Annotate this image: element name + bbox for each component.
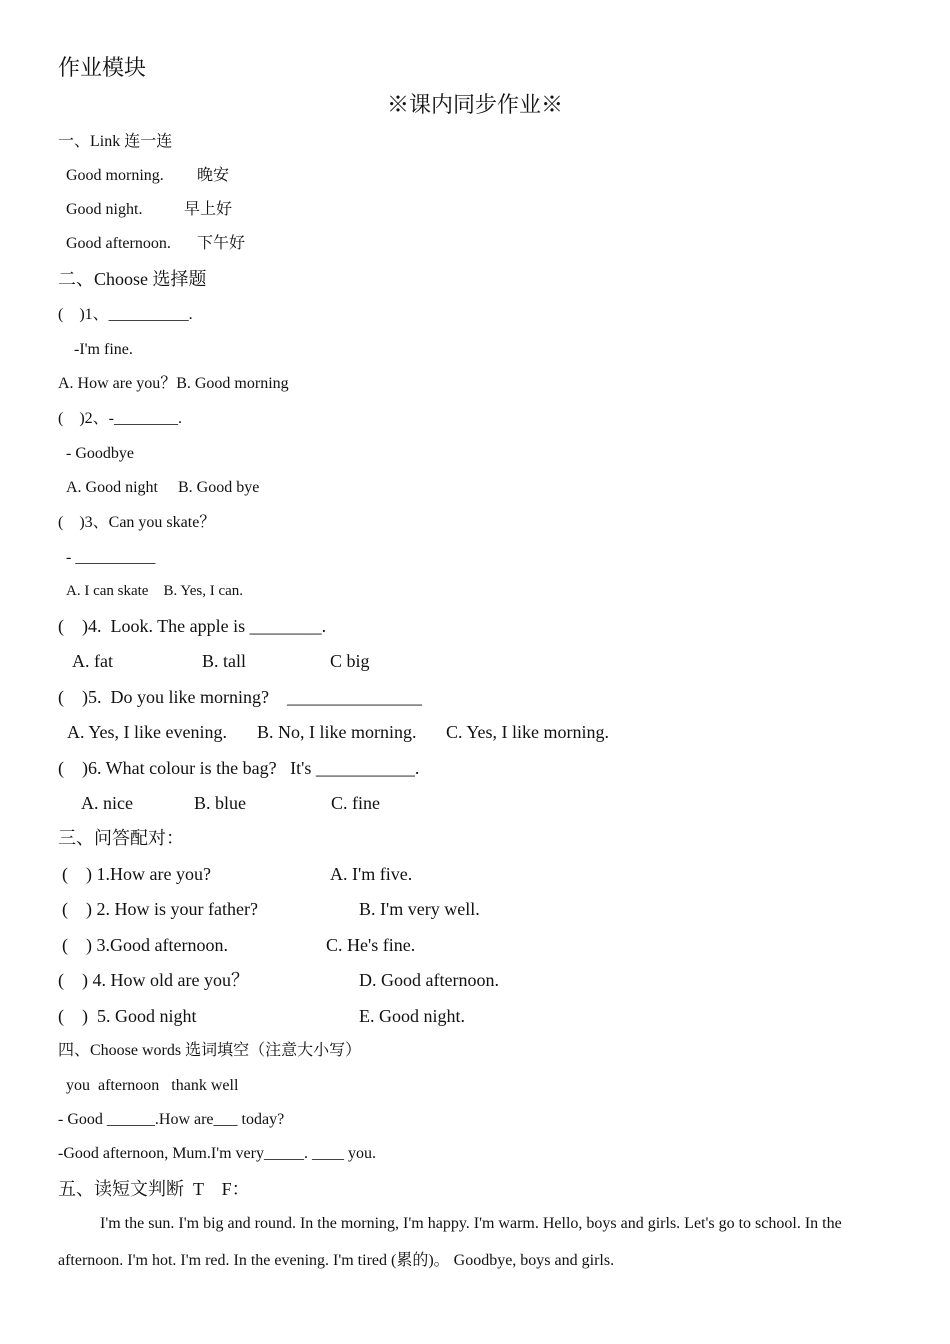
section-2-heading: 二、Choose 选择题 xyxy=(58,269,207,289)
match-answer: B. I'm very well. xyxy=(359,899,480,919)
match-answer: E. Good night. xyxy=(359,1006,465,1026)
question-6-option-c: C. fine xyxy=(331,793,380,813)
link-item-en: Good night. xyxy=(66,201,143,218)
link-item-en: Good afternoon. xyxy=(66,235,171,252)
link-item-cn: 下午好 xyxy=(197,235,246,252)
question-2-options: A. Good night B. Good bye xyxy=(66,479,260,496)
match-question: ( ) 3.Good afternoon. xyxy=(62,935,228,955)
question-4-option-b: B. tall xyxy=(202,651,246,671)
question-6-option-b: B. blue xyxy=(194,793,246,813)
question-3-options: A. I can skate B. Yes, I can. xyxy=(66,583,244,599)
question-3-reply: - __________ xyxy=(66,549,156,566)
link-item-cn: 早上好 xyxy=(184,201,233,218)
section-4-heading: 四、Choose words 选词填空（注意大小写） xyxy=(58,1042,362,1059)
fill-line-2: -Good afternoon, Mum.I'm very_____. ____ you. xyxy=(58,1145,376,1162)
question-6-option-a: A. nice xyxy=(81,793,133,813)
page-title: ※课内同步作业※ xyxy=(387,92,564,117)
word-bank: you afternoon thank well xyxy=(66,1077,239,1094)
question-5-option-b: B. No, I like morning. xyxy=(257,722,417,742)
section-5-heading: 五、读短文判断 T F： xyxy=(58,1179,250,1199)
question-2-stem: ( )2、-________. xyxy=(58,410,182,427)
question-4-option-c: C big xyxy=(330,651,370,671)
section-3-heading: 三、问答配对： xyxy=(58,828,184,848)
match-answer: D. Good afternoon. xyxy=(359,970,499,990)
match-question: ( ) 5. Good night xyxy=(58,1006,197,1026)
question-1-reply: -I'm fine. xyxy=(74,341,133,358)
question-4-stem: ( )4. Look. The apple is ________. xyxy=(58,616,327,636)
question-5-option-a: A. Yes, I like evening. xyxy=(67,722,227,742)
question-5-option-c: C. Yes, I like morning. xyxy=(446,722,610,742)
question-4-option-a: A. fat xyxy=(72,651,113,671)
question-1-stem: ( )1、__________. xyxy=(58,306,193,323)
reading-passage: I'm the sun. I'm big and round. In the morning, I'm happy. I'm warm. Hello, boys and girls. Let's go to school. In the afternoon. I'm hot. I'm red. In the evening. I'm tired (累的)。 Goodbye, boys and girls. xyxy=(58,1215,842,1269)
match-question: ( ) 4. How old are you？ xyxy=(58,970,249,990)
question-1-options: A. How are you？B. Good morning xyxy=(58,375,289,392)
module-title: 作业模块 xyxy=(58,55,147,80)
match-question: ( ) 1.How are you? xyxy=(62,864,211,884)
link-item-en: Good morning. xyxy=(66,167,164,184)
question-2-reply: - Goodbye xyxy=(66,445,134,462)
question-3-stem: ( )3、Can you skate？ xyxy=(58,514,216,531)
fill-line-1: - Good ______.How are___ today? xyxy=(58,1111,285,1128)
link-item-cn: 晚安 xyxy=(197,167,230,184)
question-5-stem: ( )5. Do you like morning? _______________ xyxy=(58,687,422,707)
match-answer: C. He's fine. xyxy=(326,935,416,955)
match-answer: A. I'm five. xyxy=(330,864,413,884)
question-6-stem: ( )6. What colour is the bag? It's ___________. xyxy=(58,758,420,778)
match-question: ( ) 2. How is your father? xyxy=(62,899,258,919)
section-1-heading: 一、Link 连一连 xyxy=(58,133,173,150)
